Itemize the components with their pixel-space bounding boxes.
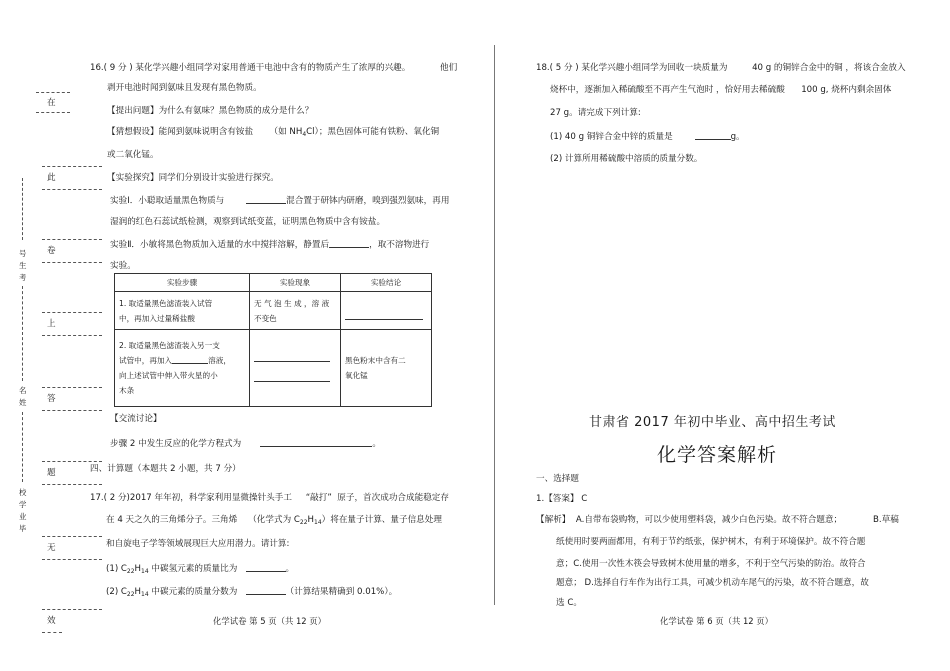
cell-line: 黑色粉末中含有二 [345,356,406,365]
field-label: 考 [19,273,27,282]
exp1-text: ，观察到试纸变蓝 [204,217,274,227]
cell-text: 试管中，再加入 [119,356,173,365]
answer-1-label: 1.【答案】 C [536,494,588,504]
margin-dash [42,262,102,263]
answer-blank[interactable] [172,354,208,364]
q16-explore: 【实验探究】同学们分别设计实验进行探究。 [107,173,279,183]
q16-line1-tail: 他们 [440,63,458,73]
margin-dash [42,461,102,462]
formula-sub: 14 [141,591,149,598]
answer-blank[interactable] [695,130,731,140]
table-cell [250,292,341,330]
answer-blank[interactable] [260,437,372,447]
answer-1-line3: 意；C.使用一次性木筷会导致树木使用量的增多，不利于空气污染的防治。故符合 [556,559,866,569]
exp2-text: 实验Ⅱ．小敏将黑色物质加入适量的水中搅拌溶解 [110,240,295,250]
q16-guess [107,127,439,140]
binding-mark: 此 [47,173,56,183]
q16-exp1-line2 [110,217,385,228]
cell-line: 1. 取适量黑色滤渣装入试管 [119,298,213,308]
q18-text: g。 [730,132,745,142]
exp1-text: ，嗅到强烈氨味 [363,196,424,206]
step2-text: 步骤 2 中发生反应的化学方程式为 [110,439,242,449]
binding-mark: 答 [47,394,56,404]
answer-1-line4: 题意； D.选择自行车作为出行工具，可减少机动车尾气的污染，故不符合题意，故 [556,578,869,588]
field-label: 毕 [19,524,27,533]
answer-blank[interactable] [246,562,286,572]
guess-formula-post: Cl）；黑色固体可能有铁粉、氧化铜 [306,127,440,137]
q16-exp2 [110,238,429,251]
answer-1-line1-tail: B.草稿 [873,515,899,525]
field-line [22,286,23,381]
q17-text: (2) C [106,587,127,597]
exp1-text: 湿润的红色石蕊试纸检测 [110,217,205,227]
q17-text: (1) C [106,564,127,574]
formula-sub: 22 [126,591,135,598]
margin-dash [36,92,70,93]
field-label: 学 [19,500,27,509]
q18-text: 18.( 5 分 ) 某化学兴趣小组同学为回收一块质量为 [536,63,728,73]
answer-blank[interactable] [246,585,286,595]
exp1-text: ，再用 [423,196,450,206]
q17-text: “敲打” [305,493,332,503]
q16-exp1 [110,194,449,207]
table-header: 实验步骤 [115,274,250,292]
q16-line2: 剥开电池时闻到氨味且发现有黑色物质。 [107,83,262,93]
binding-mark: 卷 [47,246,56,256]
q18-part1 [550,130,745,143]
q16-line1: 16.( 9 分 ) 某化学兴趣小组同学对家用普通干电池中含有的物质产生了浓厚的兴趣。 [90,63,411,73]
margin-dash [42,335,102,336]
guess-formula-sub: 4 [302,131,307,138]
q17-text: 原子，首次成功合成能稳定存 [337,493,449,503]
formula-h: H [307,515,314,525]
answer-subtitle: 化学答案解析 [657,444,778,466]
q17-text: ）将在量子计算、量子信息处理 [321,515,442,525]
cell-line: 向上述试管中伸入带火星的小 [119,371,218,380]
analysis-label: 【解析】 [536,515,571,525]
page-divider [494,45,495,605]
table-cell [341,330,432,407]
table-cell [115,330,250,407]
answer-blank[interactable] [329,238,369,248]
q16-step2 [110,437,381,450]
guess-text: 【猜想假设】能闻到氨味说明含有铵盐 [107,127,254,137]
table-row [115,292,432,330]
answer-1-line2: 纸使用时要两面都用，有利于节约纸张，保护树木，有利于环境保护。故不符合题 [556,537,866,547]
margin-dash [42,484,102,485]
q17-text: （化学式为 C [248,515,300,525]
answer-blank[interactable] [246,194,286,204]
field-line [22,178,23,240]
margin-dash [42,166,102,167]
q17-text: 。 [285,564,295,574]
cell-text: 溶液， [208,356,231,365]
margin-dash [42,239,102,240]
table-header: 实验现象 [250,274,341,292]
q18-text: ，将该合金放入 [845,63,906,73]
q17-text: 中碳氢元素的质量比为 [151,564,238,574]
formula-sub: 22 [299,519,308,526]
q17-text: 在 4 天之久的三角烯分子。三角烯 [106,515,238,525]
cell-line: 氧化锰 [345,371,368,380]
q18-text: (1) 40 g 铜锌合金中锌的质量是 [550,132,673,142]
answer-1-line5: 选 C。 [556,598,582,608]
margin-dash [36,112,70,113]
q18-line1 [536,63,906,74]
field-line [22,412,23,482]
field-label: 生 [19,261,27,270]
q18-text: 烧杯中，逐渐加入稀硫酸至不再产生气泡时 [550,85,714,95]
q18-part2: (2) 计算所用稀硫酸中溶质的质量分数。 [550,154,703,164]
field-label: 校 [19,488,27,497]
table-row [115,330,432,407]
answer-blank[interactable] [254,352,330,362]
margin-dash [42,312,102,313]
formula-sub: 14 [314,519,322,526]
q18-text: 100 g, 烧杯内剩余固体 [801,85,892,95]
formula-sub: 14 [141,568,149,575]
q17-text: 17.( 2 分)2017 年年初，科学家利用显微操针头手工 [90,493,293,503]
cell-line: 无 气 泡 生 成 ，溶 液 [254,298,330,308]
exp2-text: ，取不溶物进行 [369,240,430,250]
experiment-table [114,273,432,407]
answer-title: 甘肃省 2017 年初中毕业、高中招生考试 [589,415,836,430]
binding-mark: 无 [47,543,56,553]
q17-line2 [106,515,442,528]
margin-dash [42,189,102,190]
margin-dash [42,410,102,411]
field-label: 号 [19,249,27,258]
formula-h: H [134,564,142,574]
exp1-text: 实验Ⅰ．小聪取适量黑色物质与 [110,196,225,206]
field-label: 业 [19,512,27,521]
cell-line [119,353,245,368]
q16-exp2-end: 实验。 [110,261,136,271]
q17-line1 [90,493,449,504]
margin-dash [42,609,102,610]
answer-blank[interactable] [345,310,423,320]
q17-line3: 和自旋电子学等领域展现巨大应用潜力。请计算: [106,539,290,549]
q17-part2 [106,585,397,600]
page-footer-left: 化学试卷 第 5 页（共 12 页） [213,616,327,626]
cell-line: 中，再加入过量稀盐酸 [119,313,195,323]
margin-dash [42,387,102,388]
step2-text: 。 [372,439,381,449]
binding-mark: 上 [47,319,56,329]
exp1-text: ，证明黑色物质中含有铵盐。 [273,217,386,227]
margin-dash [42,536,102,537]
table-cell [341,292,432,330]
analysis-text: A.自带布袋购物，可以少使用塑料袋，减少白色污染。故不符合题意； [575,515,843,525]
field-label: 姓 [19,398,27,407]
q16-guess-b: 或二氧化锰。 [107,150,159,160]
cell-line: 2. 取适量黑色滤渣装入另一支 [119,341,220,350]
q18-text: ，恰好用去稀硫酸 [716,85,785,95]
answer-blank[interactable] [254,372,330,382]
q18-line3: 27 g。请完成下列计算: [550,108,641,118]
cell-line: 木条 [119,386,135,395]
formula-h: H [134,587,142,597]
margin-dash [42,559,102,560]
margin-dash [42,632,62,633]
answer-1-line1 [536,515,842,526]
section-one-heading: 一、选择题 [536,474,579,484]
binding-mark: 题 [47,468,56,478]
table-header: 实验结论 [341,274,432,292]
q17-text: （计算结果精确到 0.01%）。 [285,587,398,597]
table-cell [115,292,250,330]
guess-formula: （如 NH [269,127,303,137]
binding-mark: 在 [47,98,56,108]
q16-discuss: 【交流讨论】 [110,414,162,424]
field-label: 名 [19,386,27,395]
formula-sub: 22 [126,568,135,575]
exp2-text: ，静置后 [294,240,330,250]
q17-text: 中碳元素的质量分数为 [151,587,238,597]
q18-text: 40 g 的铜锌合金中的铜 [752,63,843,73]
q17-part1 [106,562,294,577]
page-footer-right: 化学试卷 第 6 页（共 12 页） [660,616,774,626]
cell-line: 不变色 [254,313,277,323]
exp1-text: 混合置于研钵内研磨 [286,196,364,206]
section-four-heading: 四、计算题（本题共 2 小题，共 7 分） [90,464,241,474]
binding-mark: 效 [47,616,56,626]
q18-line2 [550,85,891,96]
q16-ask: 【提出问题】为什么有氨味？黑色物质的成分是什么？ [107,106,314,116]
table-cell [250,330,341,407]
